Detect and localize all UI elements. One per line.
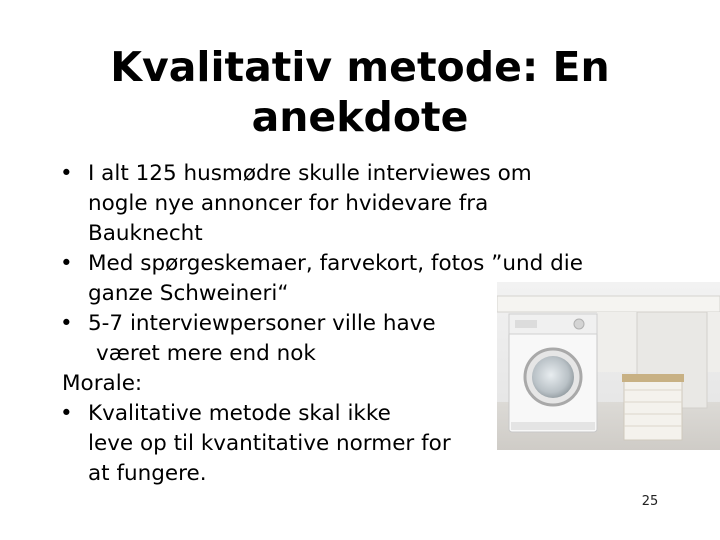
bullet-marker: • [60,401,73,426]
moral-label-row [60,369,660,399]
bullet-3-line-2: været mere end nok [96,341,316,366]
bullet-2-line-2: ganze Schweineri“ [88,281,289,306]
bullet-marker: • [60,311,73,336]
bullet-3-line-1: 5-7 interviewpersoner ville have [88,311,436,336]
moral-bullet [60,399,660,489]
bullet-marker: • [60,251,73,276]
slide-body [60,159,660,489]
bullet-2-line-1: Med spørgeskemaer, farvekort, fotos ”und die [88,251,583,276]
slide-number: 25 [641,494,659,509]
bullet-1-line-2: nogle nye annoncer for hvidevare fra [88,191,489,216]
bullet-marker: • [60,161,73,186]
bullet-item-3 [60,309,660,369]
title-line-1: Kvalitativ metode: En [110,43,610,91]
moral-line-2: leve op til kvantitative normer for [88,431,451,456]
bullet-item-1 [60,159,660,249]
title-line-2: anekdote [251,93,469,141]
bullet-item-2 [60,249,660,309]
moral-line-1: Kvalitative metode skal ikke [88,401,391,426]
moral-label: Morale: [62,371,143,396]
bullet-1-line-3: Bauknecht [88,221,203,246]
bullet-1-line-1: I alt 125 husmødre skulle interviewes om [88,161,532,186]
slide-title [60,42,660,142]
moral-line-3: at fungere. [88,461,207,486]
